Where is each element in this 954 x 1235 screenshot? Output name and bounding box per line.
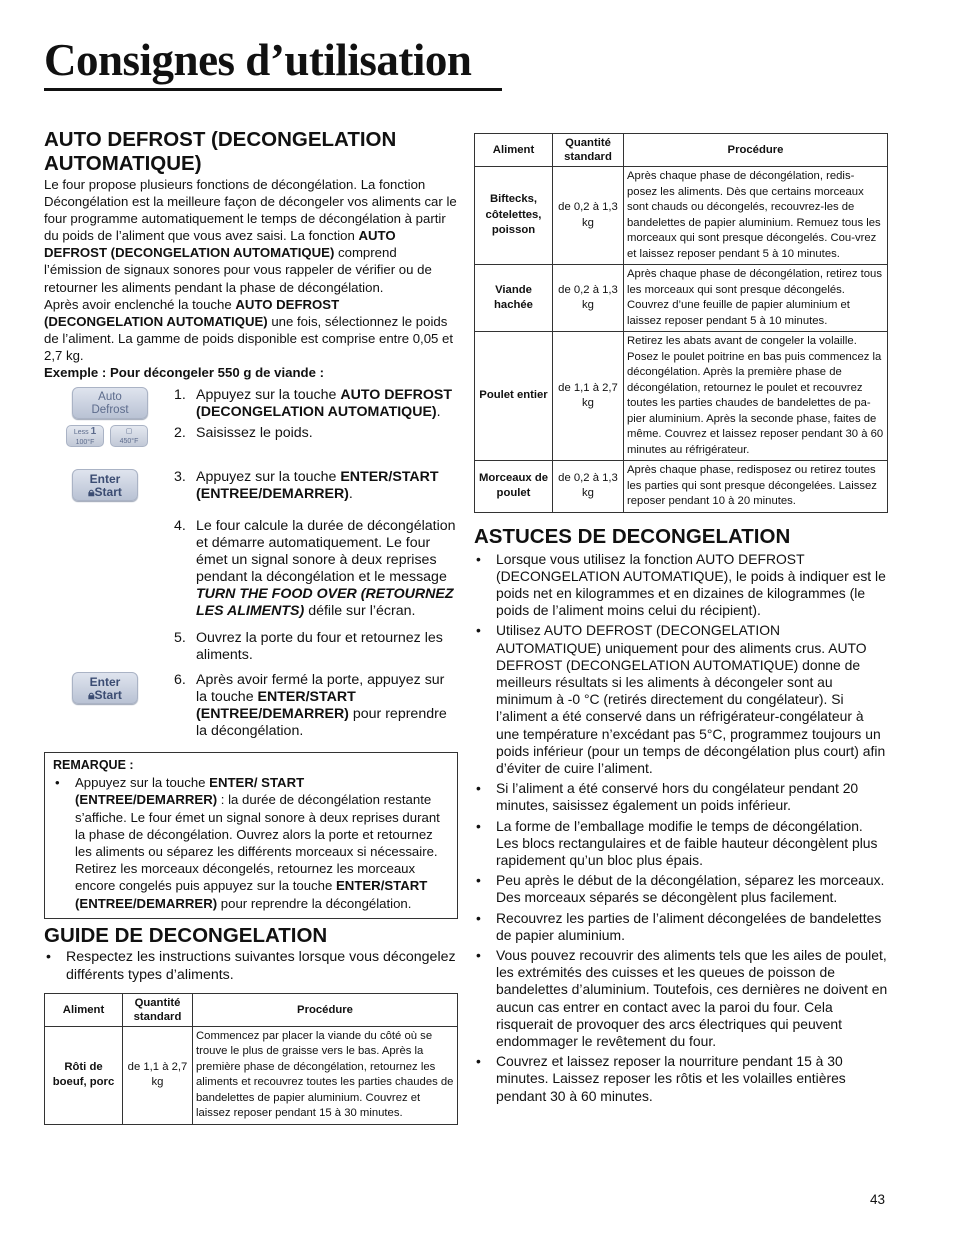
steps-list [44,387,458,740]
table-row [45,1026,458,1124]
remark-box [44,752,458,919]
example-line: Exemple : Pour décongeler 550 g de viande : [44,365,324,381]
step-text-part: défile sur l’écran. [304,603,416,620]
tip-item: • Si l’aliment a été conservé hors du congélateur pendant 20 minutes, saisissez également un poids inférieur. [474,780,888,814]
cell-aliment: Biftecks, côtelettes, poisson [475,167,553,265]
table-row [475,332,888,461]
step-text [196,518,458,620]
step-text-part: Après avoir fermé la porte, appuyez sur la touche [196,672,445,706]
guide-item: • Respectez les instructions suivantes lorsque vous décongelez différents types d’aliments. [44,948,458,984]
icon-cell [44,630,174,664]
remark-list [53,774,449,912]
intro-paragraph [44,296,458,364]
step-text-part: Ouvrez la porte du four et retournez les aliments. [196,630,443,664]
defrost-table-right [474,133,888,513]
tip-item: • Utilisez AUTO DEFROST (DECONGELATION AUTOMATIQUE) uniquement pour des aliments crus. AUTO DEFROST (DECONGELATION AUTOMATIQUE) donne de meilleurs résultats si les aliments à décongeler sont au minimum à -0 °C (retirés directement du congélateur). Si l’aliment a été conservé dans un réfrigérateur-congélateur à une température n’excédant pas 5°C, programmez toujours un poids inférieur (pour un temps de décongélation plus court) afin d’éviter de cuire l’aliment. [474,622,888,777]
step-text-part: . [436,404,441,421]
intro-text: comprend l’émission de signaux sonores pour vous rappeler de vérifier ou de retourner les aliments pendant la phase de décongélation. [44,245,432,295]
left-column [44,128,458,1125]
guide-heading: GUIDE DE DECONGELATION [44,923,328,947]
intro-text: une fois, sélectionnez le poids de l’aliment. La gamme de poids disponible est comprise entre 0,05 et 2,7 kg. [44,313,454,363]
intro-text: Après avoir enclenché la touche [44,296,236,312]
icon-cell [44,469,174,503]
enter-start-key-icon [72,672,138,704]
auto-defrost-key-icon [72,387,148,419]
cell-procedure: Après chaque phase de décongélation, retirez tous les morceaux qui sont presque décongelés. Couvrez d’une feuille de papier aluminium et laissez reposer pendant 5 à 10 minutes. [624,265,888,332]
key-label: Auto [98,391,122,404]
step-5 [44,630,458,664]
temp-key-icon: ▢ 450°F [110,425,148,447]
tips-heading: ASTUCES DE DECONGELATION [474,524,791,548]
cell-aliment: Morceaux de poulet [475,461,553,513]
remark-heading: REMARQUE : [53,758,134,773]
step-number: 4. [174,518,186,535]
step-number: 6. [174,672,186,689]
step-text-bold: ENTER/START (ENTREE/DEMARRER) [196,469,439,503]
defrost-table-left [44,993,458,1125]
step-text-part: Appuyez sur la touche [196,469,341,486]
step-number: 3. [174,469,186,486]
step-text-bold: TURN THE FOOD OVER (RETOURNEZ LES ALIMENTS) [196,586,454,620]
header-aliment: Aliment [45,993,123,1026]
key-label: 450°F [119,438,139,446]
table-row [475,167,888,265]
key-label: 1 [90,426,97,438]
auto-defrost-heading [44,128,458,176]
table-row [475,265,888,332]
enter-start-key-icon [72,469,138,501]
intro-text: Le four propose plusieurs fonctions de décongélation. La fonction Décongélation est la meilleure façon de décongeler vos aliments car le four programme automatiquement le temps de décongélation à partir du poids de l’aliment que vous avez saisi. La fonction [44,177,457,244]
guide-list [44,948,458,984]
cell-quantite: de 0,2 à 1,3 kg [553,461,624,513]
tip-item: • Lorsque vous utilisez la fonction AUTO DEFROST (DECONGELATION AUTOMATIQUE), le poids à indiquer est le poids net en kilogrammes et en dizaines de kilogrammes (le poids de l’aliment moins celui du récipient). [474,551,888,620]
remark-text: : la durée de décongélation restante s’affiche. Le four émet un signal sonore à deux reprises durant la phase de décongélation. Ouvrez alors la porte et retournez les aliments ou séparez les différents morceaux si nécessaire. Retirez les morceaux décongelés, retournez les morceaux encore congelés puis appuyez sur la touche [75,792,440,894]
step-text [196,387,458,421]
step-4 [44,518,458,620]
cell-aliment: Viande hachée [475,265,553,332]
weight-key-icon [66,425,104,447]
step-text-bold: ENTER/START (ENTREE/DEMARRER) [196,689,356,723]
cell-procedure: Retirez les abats avant de congeler la volaille. Posez le poulet poitrine en bas puis commencez la décongélation. Après la première phase de décongélation, retournez le poulet et recouvrez toutes les parties chaudes de bandelettes de pa-pier aluminium. Après la seconde phase, faites de même. Couvrez et laissez reposer pendant 30 à 60 minutes au réfrigérateur. [624,332,888,461]
intro-bold: AUTO DEFROST (DECONGELATION AUTOMATIQUE) [44,296,340,329]
tip-item: • Recouvrez les parties de l’aliment décongelées de bandelettes de papier aluminium. [474,910,888,944]
step-text [196,425,458,447]
heading-line: AUTOMATIQUE) [44,152,202,175]
header-procedure: Procédure [193,993,458,1026]
tips-list [474,551,888,1105]
table-header-row [475,134,888,167]
step-1 [44,387,458,421]
number-keys-icon [66,425,174,447]
header-procedure: Procédure [624,134,888,167]
step-number: 5. [174,630,186,647]
cell-aliment: Rôti de boeuf, porc [45,1026,123,1124]
key-label: Start [94,688,122,703]
step-text-bold: AUTO DEFROST (DECONGELATION AUTOMATIQUE) [196,387,452,421]
lock-icon: 🔒︎ [88,485,95,500]
table-row [475,461,888,513]
step-text [196,630,458,664]
icon-cell [44,518,174,620]
remark-item [53,774,449,912]
step-text-part: Appuyez sur la touche [196,387,341,404]
heading-line: AUTO DEFROST (DECONGELATION [44,128,397,151]
cell-quantite: de 0,2 à 1,3 kg [553,265,624,332]
cell-procedure: Après chaque phase de décongélation, redis-posez les aliments. Dès que certains morceaux sont chauds ou décongelés, recouvrez-les de bandelettes de papier aluminium. Remuez tous les morceaux qui sont presque décongelés. Cou-vrez et laissez reposer pendant 5 à 10 minutes. [624,167,888,265]
key-label: 100°F [75,439,95,447]
cell-quantite: de 0,2 à 1,3 kg [553,167,624,265]
step-number: 1. [174,387,186,404]
cell-quantite: de 1,1 à 2,7 kg [123,1026,193,1124]
remark-text: pour reprendre la décongélation. [217,895,412,911]
cell-quantite: de 1,1 à 2,7 kg [553,332,624,461]
cell-aliment: Poulet entier [475,332,553,461]
intro-paragraph [44,176,458,296]
step-text [196,469,458,503]
remark-bold: ENTER/START (ENTREE/DEMARRER) [75,878,428,911]
key-label: Enter [89,675,121,690]
step-3 [44,469,458,503]
tip-item: • La forme de l’emballage modifie le temps de décongélation. Les blocs rectangulaires et de faible hauteur décongèlent plus rapidement qu’un bloc plus épais. [474,818,888,870]
remark-text: Appuyez sur la touche [75,775,210,791]
lock-icon: 🔒︎ [88,688,95,703]
step-text-part: . [348,486,353,503]
page-number: 43 [870,1192,886,1207]
header-quantite: Quantité standard [553,134,624,167]
tip-item: • Peu après le début de la décongélation, séparez les morceaux. Des morceaux séparés se décongèlent plus facilement. [474,872,888,906]
header-quantite: Quantité standard [123,993,193,1026]
key-label: Start [94,485,122,500]
cell-procedure: Après chaque phase, redisposez ou retirez toutes les parties qui sont presque décongelées. Laissez reposer pendant 10 à 20 minutes. [624,461,888,513]
key-label: Less [73,429,89,437]
step-text-part: Saisissez le poids. [196,425,313,442]
icon-cell [44,425,174,447]
key-label: Defrost [91,404,129,417]
table-header-row [45,993,458,1026]
intro-bold: AUTO DEFROST (DECONGELATION AUTOMATIQUE) [44,228,396,261]
icon-cell [44,672,174,740]
step-number: 2. [174,425,186,442]
header-aliment: Aliment [475,134,553,167]
page-title: Consignes d’utilisation [44,32,502,91]
remark-bold: ENTER/ START (ENTREE/DEMARRER) [75,775,305,808]
step-6 [44,672,458,740]
key-label: Enter [89,472,121,487]
tip-item: • Vous pouvez recouvrir des aliments tels que les ailes de poulet, les extrémités des cuisses et les queues de poisson de bandelettes d’aluminium. Toutefois, ces dernières ne doivent en aucun cas entrer en contact avec la paroi du four. Cela risquerait de provoquer des arcs électriques qui peuvent endommager le revêtement du four. [474,947,888,1050]
right-column [474,133,888,1108]
step-text-part: Le four calcule la durée de décongélation et démarre automatiquement. Le four émet un signal sonore à deux reprises pendant la décongélation et le message [196,518,456,586]
step-text [196,672,458,740]
step-text-part: pour reprendre la décongélation. [196,706,447,740]
cell-procedure: Commencez par placer la viande du côté où se trouve le plus de graisse vers le bas. Après la première phase de décongélation, retournez les aliments et recouvrez toutes les parties chaudes de bandelettes de papier aluminium. Couvrez et laissez reposer pendant 15 à 30 minutes. [193,1026,458,1124]
tip-item: • Couvrez et laissez reposer la nourriture pendant 15 à 30 minutes. Laissez reposer les rôtis et les volailles entières pendant 30 à 60 minutes. [474,1053,888,1105]
icon-cell [44,387,174,421]
step-2 [44,425,458,447]
